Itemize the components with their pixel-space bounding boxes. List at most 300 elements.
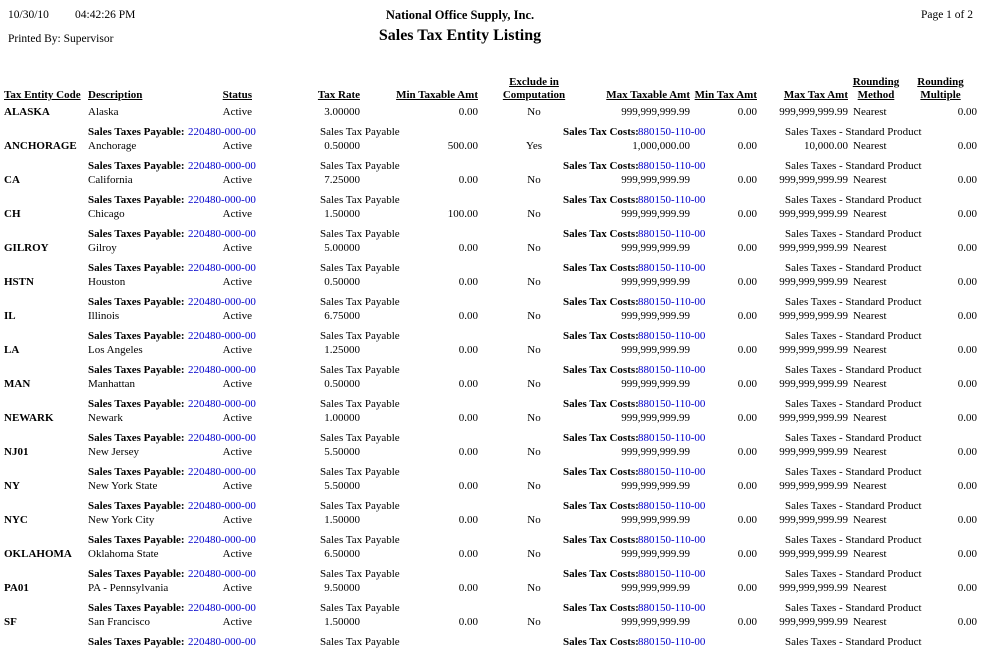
entity-rounding-method: Nearest xyxy=(853,616,887,628)
col-header-tax-entity-code: Tax Entity Code xyxy=(4,89,81,101)
entity-rounding-multiple: 0.00 xyxy=(957,446,977,458)
entity-rounding-multiple: 0.00 xyxy=(957,480,977,492)
entity-rounding-multiple: 0.00 xyxy=(957,310,977,322)
entity-tax-rate: 1.50000 xyxy=(324,616,360,628)
sales-taxes-payable-label: Sales Taxes Payable: xyxy=(88,330,185,342)
sales-taxes-payable-account-link[interactable]: 220480-000-00 xyxy=(188,194,256,206)
sales-taxes-payable-account-link[interactable]: 220480-000-00 xyxy=(188,228,256,240)
sales-tax-costs-account-link[interactable]: 880150-110-00 xyxy=(638,262,706,274)
entity-rounding-multiple: 0.00 xyxy=(957,582,977,594)
entity-code: NJ01 xyxy=(4,446,29,458)
entity-tax-rate: 0.50000 xyxy=(324,276,360,288)
entity-status: Active xyxy=(222,344,252,356)
entity-rounding-method: Nearest xyxy=(853,412,887,424)
col-header-min-taxable-amt: Min Taxable Amt xyxy=(396,89,478,101)
entity-rounding-method: Nearest xyxy=(853,140,887,152)
entity-status: Active xyxy=(222,242,252,254)
table-header-row xyxy=(4,74,977,102)
sales-taxes-payable-description: Sales Tax Payable xyxy=(320,398,400,410)
sales-tax-costs-account-link[interactable]: 880150-110-00 xyxy=(638,194,706,206)
sales-tax-costs-label: Sales Tax Costs: xyxy=(563,432,639,444)
entity-min-tax-amt: 0.00 xyxy=(737,208,757,220)
sales-tax-costs-account-link[interactable]: 880150-110-00 xyxy=(638,568,706,580)
entity-tax-rate: 1.50000 xyxy=(324,514,360,526)
gl-accounts-row xyxy=(4,329,977,343)
sales-taxes-payable-account-link[interactable]: 220480-000-00 xyxy=(188,160,256,172)
sales-tax-costs-account-link[interactable]: 880150-110-00 xyxy=(638,466,706,478)
sales-tax-costs-description: Sales Taxes - Standard Product xyxy=(785,228,922,240)
entity-rounding-method: Nearest xyxy=(853,106,887,118)
entity-exclude-flag: No xyxy=(527,412,541,424)
sales-taxes-payable-description: Sales Tax Payable xyxy=(320,330,400,342)
sales-tax-costs-label: Sales Tax Costs: xyxy=(563,636,639,648)
col-header-rounding-method: Rounding Method xyxy=(852,76,900,101)
entity-tax-rate: 1.25000 xyxy=(324,344,360,356)
entity-block xyxy=(4,513,977,547)
entity-min-tax-amt: 0.00 xyxy=(737,276,757,288)
entity-rounding-method: Nearest xyxy=(853,208,887,220)
sales-tax-costs-account-link[interactable]: 880150-110-00 xyxy=(638,432,706,444)
entity-tax-rate: 0.50000 xyxy=(324,140,360,152)
entity-status: Active xyxy=(222,514,252,526)
entity-row xyxy=(4,377,977,391)
sales-tax-costs-account-link[interactable]: 880150-110-00 xyxy=(638,228,706,240)
entity-block xyxy=(4,615,977,649)
gl-accounts-row xyxy=(4,465,977,479)
sales-taxes-payable-label: Sales Taxes Payable: xyxy=(88,500,185,512)
entity-rounding-method: Nearest xyxy=(853,242,887,254)
entity-code: NYC xyxy=(4,514,28,526)
sales-tax-costs-label: Sales Tax Costs: xyxy=(563,228,639,240)
entity-min-taxable-amt: 0.00 xyxy=(458,412,478,424)
entity-max-taxable-amt: 999,999,999.99 xyxy=(621,106,690,118)
sales-taxes-payable-label: Sales Taxes Payable: xyxy=(88,534,185,546)
entity-row xyxy=(4,615,977,629)
page-indicator: Page 1 of 2 xyxy=(920,9,973,21)
sales-taxes-payable-label: Sales Taxes Payable: xyxy=(88,568,185,580)
entity-block xyxy=(4,479,977,513)
entity-max-tax-amt: 999,999,999.99 xyxy=(779,378,848,390)
sales-tax-costs-label: Sales Tax Costs: xyxy=(563,398,639,410)
sales-tax-costs-description: Sales Taxes - Standard Product xyxy=(785,500,922,512)
entity-max-tax-amt: 999,999,999.99 xyxy=(779,514,848,526)
sales-tax-costs-label: Sales Tax Costs: xyxy=(563,500,639,512)
entity-description: California xyxy=(88,174,133,186)
entity-min-tax-amt: 0.00 xyxy=(737,174,757,186)
entity-code: LA xyxy=(4,344,20,356)
entity-rounding-multiple: 0.00 xyxy=(957,276,977,288)
col-header-description: Description xyxy=(88,89,143,101)
sales-tax-costs-description: Sales Taxes - Standard Product xyxy=(785,432,922,444)
entity-status: Active xyxy=(222,616,252,628)
entity-block xyxy=(4,377,977,411)
entity-code: IL xyxy=(4,310,16,322)
entity-max-tax-amt: 999,999,999.99 xyxy=(779,548,848,560)
entity-row xyxy=(4,411,977,425)
printed-by: Printed By: Supervisor xyxy=(8,33,114,45)
entity-exclude-flag: No xyxy=(527,480,541,492)
entity-status: Active xyxy=(222,446,252,458)
sales-tax-costs-label: Sales Tax Costs: xyxy=(563,364,639,376)
entity-tax-rate: 6.75000 xyxy=(324,310,360,322)
sales-taxes-payable-label: Sales Taxes Payable: xyxy=(88,364,185,376)
entity-max-tax-amt: 999,999,999.99 xyxy=(779,208,848,220)
entity-min-tax-amt: 0.00 xyxy=(737,446,757,458)
entity-block xyxy=(4,275,977,309)
entity-rounding-method: Nearest xyxy=(853,548,887,560)
entity-rounding-method: Nearest xyxy=(853,276,887,288)
entity-description: Gilroy xyxy=(88,242,117,254)
entity-code: PA01 xyxy=(4,582,29,594)
entity-min-tax-amt: 0.00 xyxy=(737,242,757,254)
col-header-max-tax-amt: Max Tax Amt xyxy=(783,89,848,101)
entity-row xyxy=(4,139,977,153)
entity-row xyxy=(4,547,977,561)
entity-exclude-flag: No xyxy=(527,344,541,356)
entity-max-taxable-amt: 999,999,999.99 xyxy=(621,276,690,288)
gl-accounts-row xyxy=(4,601,977,615)
sales-tax-costs-description: Sales Taxes - Standard Product xyxy=(785,398,922,410)
entity-status: Active xyxy=(222,582,252,594)
entity-row xyxy=(4,581,977,595)
entity-min-taxable-amt: 500.00 xyxy=(447,140,478,152)
entity-tax-rate: 5.50000 xyxy=(324,446,360,458)
entity-description: Manhattan xyxy=(88,378,136,390)
sales-tax-costs-account-link[interactable]: 880150-110-00 xyxy=(638,330,706,342)
entity-exclude-flag: Yes xyxy=(525,140,542,152)
sales-taxes-payable-description: Sales Tax Payable xyxy=(320,636,400,648)
entity-max-taxable-amt: 999,999,999.99 xyxy=(621,310,690,322)
entity-tax-rate: 7.25000 xyxy=(324,174,360,186)
sales-taxes-payable-label: Sales Taxes Payable: xyxy=(88,466,185,478)
entity-max-tax-amt: 999,999,999.99 xyxy=(779,616,848,628)
entity-row xyxy=(4,275,977,289)
entity-max-tax-amt: 999,999,999.99 xyxy=(779,310,848,322)
entity-rounding-method: Nearest xyxy=(853,378,887,390)
report-title: Sales Tax Entity Listing xyxy=(378,27,542,44)
entity-max-taxable-amt: 999,999,999.99 xyxy=(621,378,690,390)
entity-min-taxable-amt: 0.00 xyxy=(458,548,478,560)
entity-tax-rate: 5.50000 xyxy=(324,480,360,492)
gl-accounts-row xyxy=(4,295,977,309)
sales-taxes-payable-account-link[interactable]: 220480-000-00 xyxy=(188,398,256,410)
entity-rounding-multiple: 0.00 xyxy=(957,140,977,152)
sales-taxes-payable-account-link[interactable]: 220480-000-00 xyxy=(188,364,256,376)
sales-taxes-payable-description: Sales Tax Payable xyxy=(320,296,400,308)
sales-tax-costs-description: Sales Taxes - Standard Product xyxy=(785,262,922,274)
sales-tax-costs-account-link[interactable]: 880150-110-00 xyxy=(638,500,706,512)
entity-status: Active xyxy=(222,548,252,560)
sales-tax-costs-account-link[interactable]: 880150-110-00 xyxy=(638,364,706,376)
entity-min-taxable-amt: 0.00 xyxy=(458,514,478,526)
entity-min-tax-amt: 0.00 xyxy=(737,582,757,594)
entity-description: Newark xyxy=(88,412,123,424)
entity-min-taxable-amt: 0.00 xyxy=(458,106,478,118)
entity-code: ANCHORAGE xyxy=(4,140,77,152)
gl-accounts-row xyxy=(4,125,977,139)
entity-max-taxable-amt: 1,000,000.00 xyxy=(632,140,690,152)
sales-tax-costs-description: Sales Taxes - Standard Product xyxy=(785,466,922,478)
entity-row xyxy=(4,241,977,255)
entity-rounding-method: Nearest xyxy=(853,344,887,356)
sales-taxes-payable-label: Sales Taxes Payable: xyxy=(88,160,185,172)
entity-max-taxable-amt: 999,999,999.99 xyxy=(621,446,690,458)
sales-tax-costs-label: Sales Tax Costs: xyxy=(563,296,639,308)
entity-min-tax-amt: 0.00 xyxy=(737,616,757,628)
entity-max-tax-amt: 999,999,999.99 xyxy=(779,174,848,186)
entity-rounding-multiple: 0.00 xyxy=(957,344,977,356)
sales-tax-costs-label: Sales Tax Costs: xyxy=(563,568,639,580)
sales-tax-costs-account-link[interactable]: 880150-110-00 xyxy=(638,126,706,138)
entity-max-tax-amt: 999,999,999.99 xyxy=(779,344,848,356)
sales-tax-costs-label: Sales Tax Costs: xyxy=(563,194,639,206)
entity-rounding-multiple: 0.00 xyxy=(957,412,977,424)
entity-rounding-multiple: 0.00 xyxy=(957,106,977,118)
entity-tax-rate: 1.00000 xyxy=(324,412,360,424)
entity-row xyxy=(4,513,977,527)
sales-taxes-payable-account-link[interactable]: 220480-000-00 xyxy=(188,262,256,274)
entity-rounding-method: Nearest xyxy=(853,446,887,458)
entity-min-tax-amt: 0.00 xyxy=(737,412,757,424)
entity-description: Anchorage xyxy=(88,140,137,152)
gl-accounts-row xyxy=(4,533,977,547)
entity-description: Oklahoma State xyxy=(88,548,159,560)
entity-max-taxable-amt: 999,999,999.99 xyxy=(621,344,690,356)
sales-taxes-payable-label: Sales Taxes Payable: xyxy=(88,398,185,410)
sales-tax-costs-description: Sales Taxes - Standard Product xyxy=(785,602,922,614)
entity-max-tax-amt: 999,999,999.99 xyxy=(779,446,848,458)
entity-rounding-method: Nearest xyxy=(853,480,887,492)
entity-max-taxable-amt: 999,999,999.99 xyxy=(621,514,690,526)
entity-max-taxable-amt: 999,999,999.99 xyxy=(621,208,690,220)
entity-block xyxy=(4,343,977,377)
col-header-exclude-in-computation: Exclude in Computation xyxy=(502,76,566,101)
entity-description: San Francisco xyxy=(88,616,151,628)
sales-tax-costs-account-link[interactable]: 880150-110-00 xyxy=(638,602,706,614)
gl-accounts-row xyxy=(4,635,977,649)
sales-tax-costs-label: Sales Tax Costs: xyxy=(563,262,639,274)
entity-rounding-multiple: 0.00 xyxy=(957,242,977,254)
entity-max-taxable-amt: 999,999,999.99 xyxy=(621,412,690,424)
sales-taxes-payable-label: Sales Taxes Payable: xyxy=(88,432,185,444)
entity-max-taxable-amt: 999,999,999.99 xyxy=(621,616,690,628)
col-header-status: Status xyxy=(222,89,252,101)
entity-tax-rate: 0.50000 xyxy=(324,378,360,390)
entity-status: Active xyxy=(222,174,252,186)
sales-taxes-payable-description: Sales Tax Payable xyxy=(320,500,400,512)
gl-accounts-row xyxy=(4,363,977,377)
gl-accounts-row xyxy=(4,261,977,275)
sales-taxes-payable-description: Sales Tax Payable xyxy=(320,432,400,444)
sales-taxes-payable-account-link[interactable]: 220480-000-00 xyxy=(188,636,256,648)
sales-taxes-payable-label: Sales Taxes Payable: xyxy=(88,602,185,614)
entity-row xyxy=(4,309,977,323)
entity-block xyxy=(4,241,977,275)
entity-description: New York State xyxy=(88,480,158,492)
sales-taxes-payable-account-link[interactable]: 220480-000-00 xyxy=(188,296,256,308)
entity-row xyxy=(4,343,977,357)
entity-max-taxable-amt: 999,999,999.99 xyxy=(621,582,690,594)
sales-taxes-payable-label: Sales Taxes Payable: xyxy=(88,126,185,138)
sales-tax-costs-account-link[interactable]: 880150-110-00 xyxy=(638,160,706,172)
entity-min-taxable-amt: 0.00 xyxy=(458,378,478,390)
entity-rounding-method: Nearest xyxy=(853,582,887,594)
entity-max-tax-amt: 999,999,999.99 xyxy=(779,582,848,594)
entity-rounding-method: Nearest xyxy=(853,174,887,186)
entity-max-tax-amt: 999,999,999.99 xyxy=(779,480,848,492)
entity-min-taxable-amt: 0.00 xyxy=(458,242,478,254)
entity-min-tax-amt: 0.00 xyxy=(737,378,757,390)
entity-min-tax-amt: 0.00 xyxy=(737,344,757,356)
col-header-rounding-multiple: Rounding Multiple xyxy=(917,76,964,101)
entity-min-taxable-amt: 0.00 xyxy=(458,310,478,322)
entity-exclude-flag: No xyxy=(527,276,541,288)
col-header-min-tax-amt: Min Tax Amt xyxy=(694,89,757,101)
entity-description: Alaska xyxy=(88,106,119,118)
entity-exclude-flag: No xyxy=(527,548,541,560)
entity-max-tax-amt: 999,999,999.99 xyxy=(779,242,848,254)
sales-tax-costs-description: Sales Taxes - Standard Product xyxy=(785,194,922,206)
sales-tax-costs-description: Sales Taxes - Standard Product xyxy=(785,160,922,172)
entity-row xyxy=(4,105,977,119)
sales-taxes-payable-label: Sales Taxes Payable: xyxy=(88,636,185,648)
entity-exclude-flag: No xyxy=(527,582,541,594)
entity-code: NEWARK xyxy=(4,412,54,424)
entity-block xyxy=(4,139,977,173)
entity-row xyxy=(4,445,977,459)
sales-taxes-payable-description: Sales Tax Payable xyxy=(320,262,400,274)
entity-min-tax-amt: 0.00 xyxy=(737,548,757,560)
entity-max-tax-amt: 999,999,999.99 xyxy=(779,106,848,118)
entity-block xyxy=(4,173,977,207)
entity-max-taxable-amt: 999,999,999.99 xyxy=(621,174,690,186)
entity-exclude-flag: No xyxy=(527,514,541,526)
col-header-tax-rate: Tax Rate xyxy=(317,89,360,101)
sales-tax-costs-description: Sales Taxes - Standard Product xyxy=(785,126,922,138)
entity-status: Active xyxy=(222,378,252,390)
entity-status: Active xyxy=(222,276,252,288)
entity-min-taxable-amt: 0.00 xyxy=(458,446,478,458)
entity-tax-rate: 6.50000 xyxy=(324,548,360,560)
entity-rounding-method: Nearest xyxy=(853,514,887,526)
entity-exclude-flag: No xyxy=(527,242,541,254)
tax-entity-table xyxy=(4,74,977,649)
entity-description: Houston xyxy=(88,276,126,288)
entity-code: CH xyxy=(4,208,21,220)
entity-description: Los Angeles xyxy=(88,344,143,356)
entity-code: HSTN xyxy=(4,276,34,288)
sales-taxes-payable-description: Sales Tax Payable xyxy=(320,364,400,376)
sales-taxes-payable-label: Sales Taxes Payable: xyxy=(88,296,185,308)
entity-code: NY xyxy=(4,480,20,492)
gl-accounts-row xyxy=(4,499,977,513)
entity-status: Active xyxy=(222,106,252,118)
sales-taxes-payable-account-link[interactable]: 220480-000-00 xyxy=(188,432,256,444)
entity-min-taxable-amt: 0.00 xyxy=(458,276,478,288)
report-date: 10/30/10 xyxy=(8,9,49,21)
sales-taxes-payable-account-link[interactable]: 220480-000-00 xyxy=(188,330,256,342)
entity-block xyxy=(4,445,977,479)
sales-tax-costs-description: Sales Taxes - Standard Product xyxy=(785,364,922,376)
entity-max-tax-amt: 10,000.00 xyxy=(804,140,848,152)
entity-min-tax-amt: 0.00 xyxy=(737,106,757,118)
entity-code: CA xyxy=(4,174,20,186)
sales-taxes-payable-description: Sales Tax Payable xyxy=(320,568,400,580)
entity-exclude-flag: No xyxy=(527,106,541,118)
entity-max-tax-amt: 999,999,999.99 xyxy=(779,412,848,424)
sales-taxes-payable-account-link[interactable]: 220480-000-00 xyxy=(188,568,256,580)
sales-tax-costs-description: Sales Taxes - Standard Product xyxy=(785,568,922,580)
entity-rounding-method: Nearest xyxy=(853,310,887,322)
sales-taxes-payable-description: Sales Tax Payable xyxy=(320,126,400,138)
sales-taxes-payable-account-link[interactable]: 220480-000-00 xyxy=(188,466,256,478)
entity-row xyxy=(4,479,977,493)
entity-max-taxable-amt: 999,999,999.99 xyxy=(621,548,690,560)
entity-row xyxy=(4,207,977,221)
report-time: 04:42:26 PM xyxy=(75,9,136,21)
sales-taxes-payable-label: Sales Taxes Payable: xyxy=(88,194,185,206)
entity-tax-rate: 3.00000 xyxy=(324,106,360,118)
sales-taxes-payable-account-link[interactable]: 220480-000-00 xyxy=(188,602,256,614)
sales-tax-costs-account-link[interactable]: 880150-110-00 xyxy=(638,296,706,308)
entity-max-taxable-amt: 999,999,999.99 xyxy=(621,242,690,254)
entity-description: Illinois xyxy=(88,310,120,322)
gl-accounts-row xyxy=(4,397,977,411)
entity-min-taxable-amt: 0.00 xyxy=(458,616,478,628)
sales-tax-costs-label: Sales Tax Costs: xyxy=(563,602,639,614)
sales-taxes-payable-description: Sales Tax Payable xyxy=(320,466,400,478)
entity-tax-rate: 1.50000 xyxy=(324,208,360,220)
entity-description: PA - Pennsylvania xyxy=(88,582,169,594)
entity-exclude-flag: No xyxy=(527,616,541,628)
entity-rounding-multiple: 0.00 xyxy=(957,548,977,560)
sales-tax-costs-account-link[interactable]: 880150-110-00 xyxy=(638,636,706,648)
entity-exclude-flag: No xyxy=(527,446,541,458)
sales-tax-costs-label: Sales Tax Costs: xyxy=(563,330,639,342)
gl-accounts-row xyxy=(4,431,977,445)
entity-rounding-multiple: 0.00 xyxy=(957,378,977,390)
entity-status: Active xyxy=(222,140,252,152)
entity-max-taxable-amt: 999,999,999.99 xyxy=(621,480,690,492)
entity-block xyxy=(4,207,977,241)
entity-description: Chicago xyxy=(88,208,125,220)
sales-taxes-payable-label: Sales Taxes Payable: xyxy=(88,262,185,274)
sales-tax-costs-account-link[interactable]: 880150-110-00 xyxy=(638,398,706,410)
sales-taxes-payable-account-link[interactable]: 220480-000-00 xyxy=(188,534,256,546)
entity-exclude-flag: No xyxy=(527,310,541,322)
entity-min-tax-amt: 0.00 xyxy=(737,480,757,492)
entity-block xyxy=(4,411,977,445)
sales-taxes-payable-description: Sales Tax Payable xyxy=(320,228,400,240)
sales-taxes-payable-account-link[interactable]: 220480-000-00 xyxy=(188,500,256,512)
entity-block xyxy=(4,547,977,581)
sales-taxes-payable-account-link[interactable]: 220480-000-00 xyxy=(188,126,256,138)
sales-tax-costs-label: Sales Tax Costs: xyxy=(563,160,639,172)
entity-rounding-multiple: 0.00 xyxy=(957,208,977,220)
entity-status: Active xyxy=(222,412,252,424)
entity-tax-rate: 5.00000 xyxy=(324,242,360,254)
sales-tax-costs-account-link[interactable]: 880150-110-00 xyxy=(638,534,706,546)
entity-min-tax-amt: 0.00 xyxy=(737,514,757,526)
entity-rounding-multiple: 0.00 xyxy=(957,616,977,628)
entity-block xyxy=(4,581,977,615)
entity-min-tax-amt: 0.00 xyxy=(737,140,757,152)
entity-status: Active xyxy=(222,208,252,220)
entity-min-taxable-amt: 0.00 xyxy=(458,174,478,186)
col-header-max-taxable-amt: Max Taxable Amt xyxy=(606,89,690,101)
entity-code: ALASKA xyxy=(4,106,50,118)
entity-status: Active xyxy=(222,310,252,322)
